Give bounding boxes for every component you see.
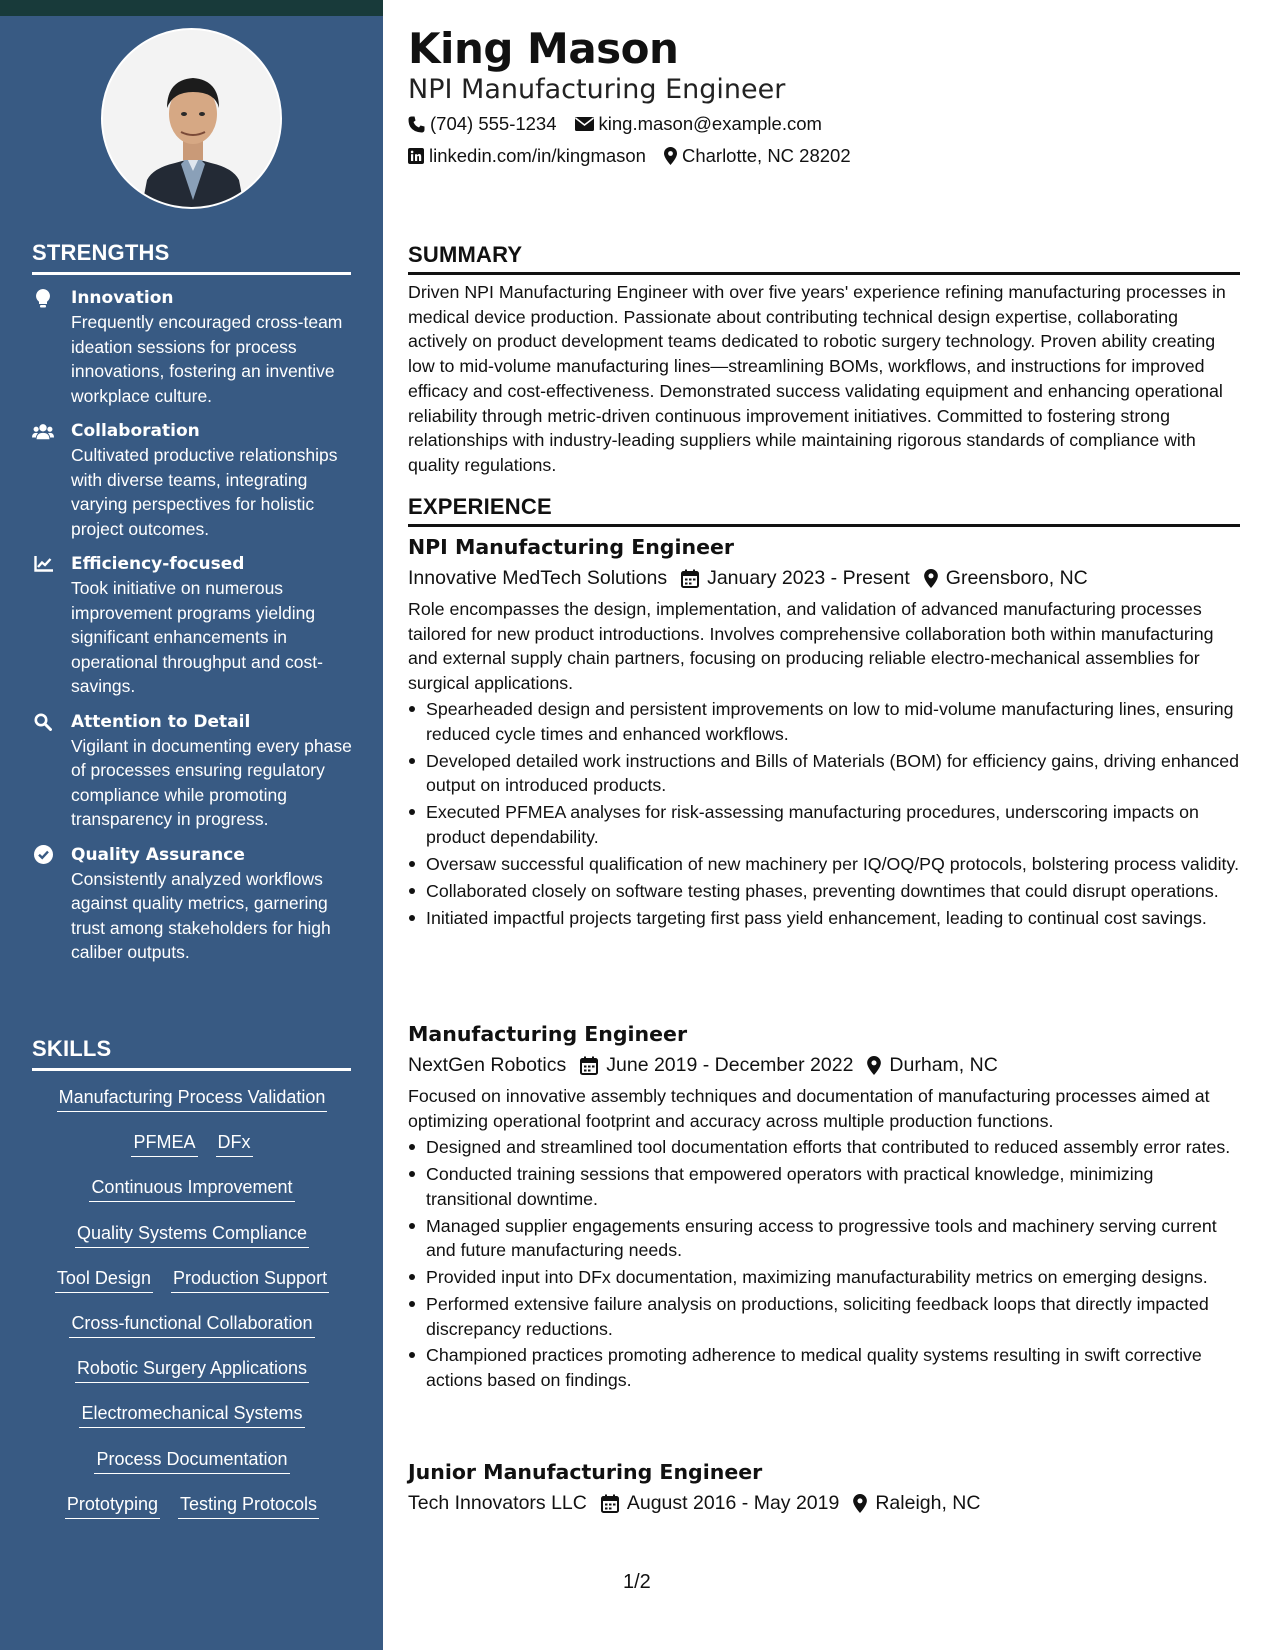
bullet-item: Executed PFMEA analyses for risk-assessing manufacturing procedures, underscoring impacts on product dependability. (408, 800, 1240, 849)
calendar-icon (601, 1494, 619, 1513)
job-meta (408, 1488, 1240, 1518)
job-location: Greensboro, NC (945, 567, 1088, 589)
strengths-list (32, 286, 352, 976)
strength-item (32, 286, 352, 408)
linkedin-contact[interactable] (408, 145, 646, 167)
skill-tag: Robotic Surgery Applications (75, 1356, 309, 1383)
phone-text: (704) 555-1234 (430, 113, 557, 134)
job-role: Manufacturing Engineer (408, 1022, 688, 1046)
strength-title: Collaboration (71, 421, 200, 441)
job-description: Focused on innovative assembly techniques and documentation of manufacturing processes aimed at optimizing operational footprint and accuracy across multiple production functions. (408, 1086, 1210, 1131)
job-description: Role encompasses the design, implementation, and validation of advanced manufacturing processes tailored for new product introductions. Involves comprehensive collaboration both within manufacturing and external supply chain partners, focusing on producing reliable electro-mechanical assemblies for surgical applications. (408, 599, 1214, 693)
strength-title: Innovation (71, 288, 174, 308)
chart-line-icon (32, 554, 54, 574)
search-icon (32, 712, 54, 732)
email-text: king.mason@example.com (598, 113, 822, 134)
candidate-name: King Mason (408, 24, 679, 73)
bullet-item: Developed detailed work instructions and Bills of Materials (BOM) for efficiency gains, driving enhanced output on introduced products. (408, 749, 1240, 798)
job-location: Durham, NC (889, 1054, 998, 1076)
skills-heading: SKILLS (32, 1036, 351, 1071)
skill-tag: Tool Design (55, 1266, 153, 1293)
contact-line-1 (408, 113, 840, 135)
map-pin-icon (867, 1056, 881, 1075)
map-pin-icon (664, 147, 677, 165)
job-company: Tech Innovators LLC (408, 1492, 587, 1514)
experience-heading: EXPERIENCE (408, 494, 1240, 527)
bullet-item: Spearheaded design and persistent improvements on low to mid-volume manufacturing lines, ensuring reduced cycle times and enhanced workflows. (408, 697, 1240, 746)
phone-icon (408, 116, 425, 133)
strength-desc: Consistently analyzed workflows against quality metrics, garnering trust among stakeholders for high caliber outputs. (71, 868, 331, 962)
skill-tag: Electromechanical Systems (79, 1401, 304, 1428)
job-role: Junior Manufacturing Engineer (408, 1460, 763, 1484)
skill-tag: PFMEA (131, 1130, 197, 1157)
job-meta (408, 1050, 1240, 1080)
bullet-item: Conducted training sessions that empowered operators with practical knowledge, minimizing transitional downtime. (408, 1162, 1240, 1211)
strength-item (32, 710, 352, 832)
map-pin-icon (853, 1494, 867, 1513)
strength-title: Quality Assurance (71, 844, 245, 865)
bullet-item: Provided input into DFx documentation, maximizing manufacturability metrics on emerging designs. (408, 1265, 1240, 1290)
strength-desc: Cultivated productive relationships with diverse teams, integrating varying perspectives for holistic project outcomes. (71, 445, 338, 539)
skill-tag: Manufacturing Process Validation (57, 1085, 328, 1112)
job-dates: August 2016 - May 2019 (626, 1492, 840, 1514)
strengths-heading: STRENGTHS (32, 240, 351, 275)
strength-item (32, 419, 352, 541)
lightbulb-icon (32, 288, 54, 308)
strength-title: Attention to Detail (71, 711, 251, 732)
location-contact (664, 145, 851, 167)
calendar-icon (580, 1056, 598, 1075)
location-text: Charlotte, NC 28202 (681, 145, 851, 166)
skill-tag: DFx (216, 1130, 253, 1157)
email-contact[interactable] (575, 113, 822, 135)
users-icon (32, 421, 54, 441)
map-pin-icon (924, 569, 938, 588)
experience-item (408, 1020, 1240, 1395)
strength-item (32, 552, 352, 699)
bullet-item: Championed practices promoting adherence to medical quality systems resulting in swift corrective actions based on findings. (408, 1343, 1240, 1392)
bullet-item: Designed and streamlined tool documentation efforts that contributed to reduced assembly error rates. (408, 1135, 1240, 1160)
skill-tag: Continuous Improvement (89, 1175, 294, 1202)
skill-tag: Production Support (171, 1266, 329, 1293)
summary-heading: SUMMARY (408, 242, 1240, 275)
experience-item (408, 533, 1240, 933)
skill-tag: Quality Systems Compliance (75, 1221, 309, 1248)
bullet-item: Performed extensive failure analysis on productions, soliciting feedback loops that directly impacted discrepancy reductions. (408, 1292, 1240, 1341)
phone-contact[interactable] (408, 113, 557, 135)
job-company: Innovative MedTech Solutions (408, 567, 668, 589)
summary-text: Driven NPI Manufacturing Engineer with over five years' experience refining manufacturing processes in medical device production. Passionate about contributing technical design expertise, collaborating actively on product development teams dedicated to robotic surgery technology. Proven ability creating low to mid-volume manufacturing lines—streamlining BOMs, workflows, and instructions for improved efficacy and cost-effectiveness. Demonstrated success validating equipment and enhancing operational reliability through metric-driven continuous improvement initiatives. Committed to fostering strong relationships with industry-leading suppliers while maintaining rigorous standards of compliance with quality regulations. (408, 282, 1226, 475)
job-role: NPI Manufacturing Engineer (408, 535, 735, 559)
profile-photo (101, 28, 282, 209)
page-number: 1/2 (623, 1571, 651, 1593)
strength-title: Efficiency-focused (71, 554, 245, 574)
skill-tag: Prototyping (65, 1492, 160, 1519)
skill-tag: Cross-functional Collaboration (69, 1311, 314, 1338)
sidebar-top-bar (0, 0, 383, 16)
job-location: Raleigh, NC (875, 1492, 981, 1514)
bullet-item: Initiated impactful projects targeting first pass yield enhancement, leading to continual cost savings. (408, 906, 1240, 931)
job-bullets (408, 1135, 1240, 1392)
envelope-icon (575, 117, 594, 131)
bullet-item: Oversaw successful qualification of new machinery per IQ/OQ/PQ protocols, bolstering process validity. (408, 852, 1240, 877)
linkedin-text: linkedin.com/in/kingmason (429, 145, 646, 166)
strength-item (32, 843, 352, 965)
sidebar (0, 0, 383, 1650)
contact-line-2 (408, 145, 869, 167)
job-bullets (408, 697, 1240, 930)
linkedin-icon (408, 148, 424, 164)
skills-list (32, 1085, 352, 1537)
check-circle-icon (32, 845, 54, 865)
strength-desc: Took initiative on numerous improvement programs yielding significant enhancements in operational throughput and cost-savings. (71, 578, 323, 696)
job-dates: January 2023 - Present (707, 567, 910, 589)
bullet-item: Managed supplier engagements ensuring access to progressive tools and machinery serving current and future manufacturing needs. (408, 1214, 1240, 1263)
skill-tag: Process Documentation (94, 1447, 289, 1474)
strength-desc: Vigilant in documenting every phase of processes ensuring regulatory compliance while promoting transparency in progress. (71, 735, 352, 829)
skill-tag: Testing Protocols (178, 1492, 319, 1519)
strength-desc: Frequently encouraged cross-team ideation sessions for process innovations, fostering an inventive workplace culture. (71, 312, 343, 406)
candidate-title: NPI Manufacturing Engineer (408, 74, 786, 105)
job-meta (408, 563, 1240, 593)
calendar-icon (681, 569, 699, 588)
bullet-item: Collaborated closely on software testing phases, preventing downtimes that could disrupt operations. (408, 879, 1240, 904)
job-dates: June 2019 - December 2022 (606, 1054, 854, 1076)
experience-item (408, 1458, 1240, 1518)
job-company: NextGen Robotics (408, 1054, 567, 1076)
